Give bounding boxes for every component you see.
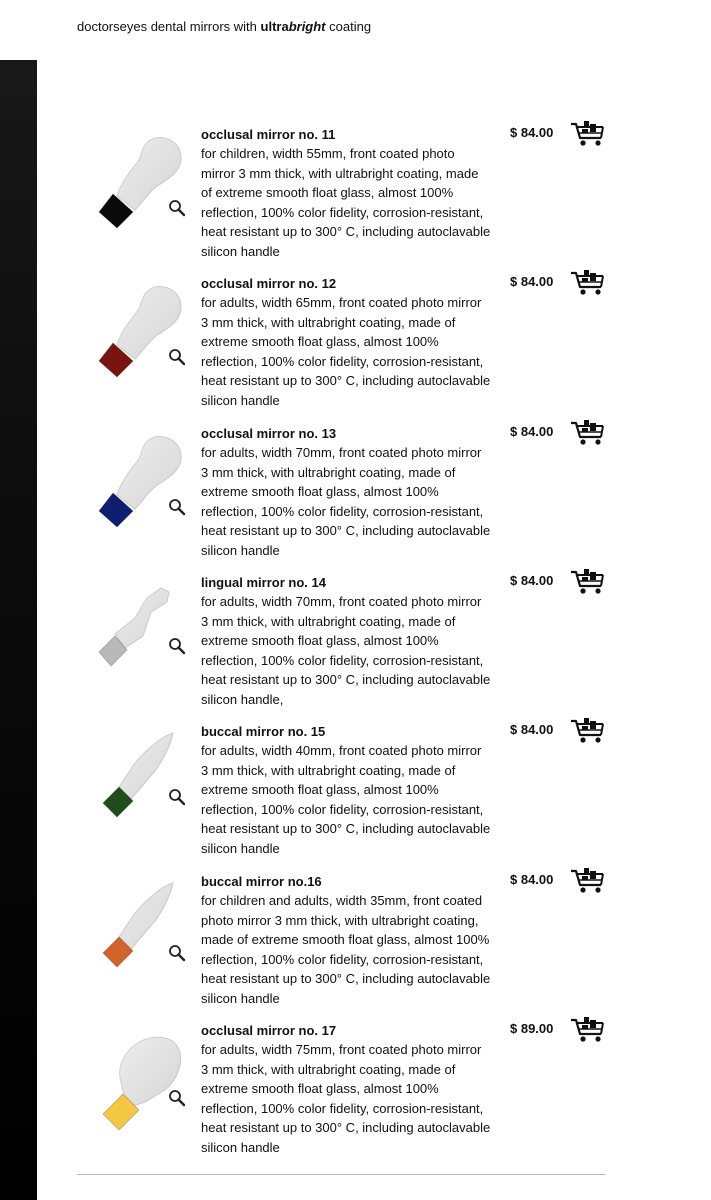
header-prefix: doctorseyes dental mirrors with xyxy=(77,19,261,34)
product-title[interactable]: occlusal mirror no. 13 xyxy=(201,426,337,441)
product-title[interactable]: buccal mirror no.16 xyxy=(201,874,322,889)
product-info xyxy=(201,871,491,1009)
product-price: $ 84.00 xyxy=(510,274,554,289)
product-row xyxy=(77,1020,617,1165)
magnifier-icon[interactable] xyxy=(167,198,187,218)
product-info xyxy=(201,423,491,561)
product-price: $ 89.00 xyxy=(510,1021,554,1036)
bottom-divider xyxy=(77,1174,605,1175)
product-row xyxy=(77,423,617,568)
product-description: for adults, width 65mm, front coated photo mirror 3 mm thick, with ultrabright coating, made of extreme smooth float glass, almost 100% reflection, 100% color fidelity, corrosion-resistant, heat resistant up to 300° C, including autoclavable silicon handle xyxy=(201,295,491,408)
add-to-cart-icon[interactable] xyxy=(570,119,606,147)
add-to-cart-icon[interactable] xyxy=(570,567,606,595)
magnifier-icon[interactable] xyxy=(167,497,187,517)
product-info xyxy=(201,124,491,262)
product-row xyxy=(77,871,617,1016)
product-row xyxy=(77,273,617,418)
product-description: for children, width 55mm, front coated photo mirror 3 mm thick, with ultrabright coating, made of extreme smooth float glass, almost 100% reflection, 100% color fidelity, corrosion-resistant, heat resistant up to 300° C, including autoclavable silicon handle xyxy=(201,146,491,259)
left-sidebar-top xyxy=(0,0,37,60)
magnifier-icon[interactable] xyxy=(167,636,187,656)
product-title[interactable]: buccal mirror no. 15 xyxy=(201,724,326,739)
product-description: for adults, width 40mm, front coated photo mirror 3 mm thick, with ultrabright coating, made of extreme smooth float glass, almost 100% reflection, 100% color fidelity, corrosion-resistant, heat resistant up to 300° C, including autoclavable silicon handle xyxy=(201,743,491,856)
mirror-image xyxy=(77,1028,197,1138)
product-info xyxy=(201,273,491,411)
left-sidebar-bar xyxy=(0,0,37,1200)
product-price: $ 84.00 xyxy=(510,872,554,887)
magnifier-icon[interactable] xyxy=(167,943,187,963)
product-title[interactable]: occlusal mirror no. 12 xyxy=(201,276,337,291)
product-row xyxy=(77,721,617,866)
product-price: $ 84.00 xyxy=(510,573,554,588)
product-title[interactable]: occlusal mirror no. 11 xyxy=(201,127,336,142)
mirror-image xyxy=(77,130,197,240)
product-description: for adults, width 70mm, front coated photo mirror 3 mm thick, with ultrabright coating, made of extreme smooth float glass, almost 100% reflection, 100% color fidelity, corrosion-resistant, heat resistant up to 300° C, including autoclavable silicon handle, xyxy=(201,594,491,707)
header-brand: ultrabright xyxy=(260,19,326,34)
product-description: for adults, width 70mm, front coated photo mirror 3 mm thick, with ultrabright coating, made of extreme smooth float glass, almost 100% reflection, 100% color fidelity, corrosion-resistant, heat resistant up to 300° C, including autoclavable silicon handle xyxy=(201,445,491,558)
product-price: $ 84.00 xyxy=(510,722,554,737)
product-info xyxy=(201,572,491,710)
product-info xyxy=(201,1020,491,1158)
mirror-image xyxy=(77,429,197,539)
magnifier-icon[interactable] xyxy=(167,347,187,367)
mirror-image xyxy=(77,877,197,987)
page-header xyxy=(77,19,371,34)
product-info xyxy=(201,721,491,859)
magnifier-icon[interactable] xyxy=(167,1088,187,1108)
product-row xyxy=(77,572,617,717)
product-row xyxy=(77,124,617,269)
add-to-cart-icon[interactable] xyxy=(570,268,606,296)
product-price: $ 84.00 xyxy=(510,424,554,439)
add-to-cart-icon[interactable] xyxy=(570,716,606,744)
mirror-image xyxy=(77,578,197,688)
mirror-image xyxy=(77,727,197,837)
product-description: for adults, width 75mm, front coated photo mirror 3 mm thick, with ultrabright coating, made of extreme smooth float glass, almost 100% reflection, 100% color fidelity, corrosion-resistant, heat resistant up to 300° C, including autoclavable silicon handle xyxy=(201,1042,491,1155)
header-suffix: coating xyxy=(325,19,372,34)
add-to-cart-icon[interactable] xyxy=(570,1015,606,1043)
product-price: $ 84.00 xyxy=(510,125,554,140)
magnifier-icon[interactable] xyxy=(167,787,187,807)
add-to-cart-icon[interactable] xyxy=(570,866,606,894)
add-to-cart-icon[interactable] xyxy=(570,418,606,446)
mirror-image xyxy=(77,279,197,389)
product-title[interactable]: lingual mirror no. 14 xyxy=(201,575,326,590)
product-title[interactable]: occlusal mirror no. 17 xyxy=(201,1023,337,1038)
product-description: for children and adults, width 35mm, front coated photo mirror 3 mm thick, with ultrabright coating, made of extreme smooth float glass, almost 100% reflection, 100% color fidelity, corrosion-resistant, heat resistant up to 300° C, including autoclavable silicon handle xyxy=(201,893,491,1006)
